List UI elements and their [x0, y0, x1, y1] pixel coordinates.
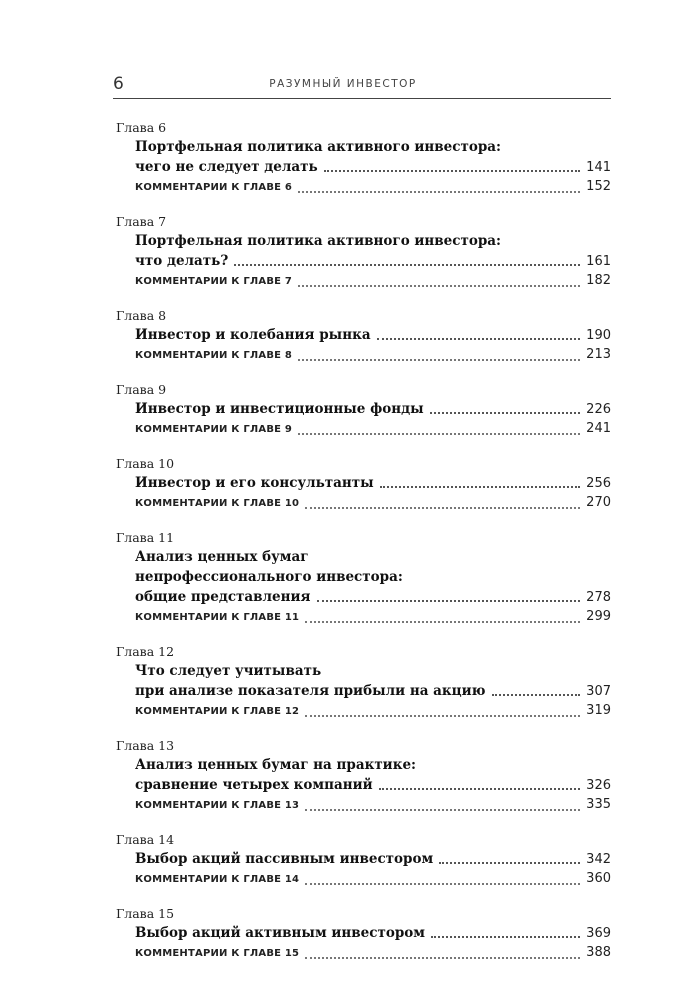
toc-comment-entry[interactable]: [135, 609, 611, 627]
chapter-label: Глава 11: [116, 530, 175, 545]
chapter-label: Глава 10: [116, 456, 175, 471]
comment-title-text: КОММЕНТАРИИ К ГЛАВЕ 8: [135, 350, 293, 361]
chapter-title-text: общие представления: [135, 589, 311, 605]
dot-leader: [380, 486, 580, 488]
toc-title-entry[interactable]: [135, 473, 611, 493]
chapter-entries: [116, 923, 611, 963]
chapter-page-number: 226: [586, 402, 611, 417]
chapter-page-number: 342: [586, 852, 611, 867]
toc-comment-entry[interactable]: [135, 495, 611, 513]
toc-title-entry[interactable]: [135, 251, 611, 271]
comment-page-number: 388: [586, 945, 611, 960]
chapter-page-number: 161: [586, 254, 611, 269]
toc-comment-entry[interactable]: [135, 797, 611, 815]
chapter-label: Глава 12: [116, 644, 175, 659]
toc-title-entry[interactable]: [135, 399, 611, 419]
toc-chapter: [116, 736, 611, 815]
toc-title-entry[interactable]: [135, 923, 611, 943]
chapter-entries: [116, 325, 611, 365]
comment-page-number: 299: [586, 609, 611, 624]
dot-leader: [439, 862, 580, 864]
header-rule: [113, 98, 611, 99]
toc-title-entry[interactable]: [135, 849, 611, 869]
chapter-page-number: 256: [586, 476, 611, 491]
dot-leader: [377, 338, 581, 340]
chapter-page-number: 190: [586, 328, 611, 343]
dot-leader: [492, 694, 581, 696]
chapter-page-number: 369: [586, 926, 611, 941]
chapter-title-line: Анализ ценных бумаг на практике:: [135, 757, 417, 773]
dot-leader: [298, 359, 580, 361]
chapter-label: Глава 7: [116, 214, 167, 229]
chapter-entries: [116, 755, 611, 815]
chapter-page-number: 307: [586, 684, 611, 699]
chapter-entries: [116, 231, 611, 291]
toc-comment-entry[interactable]: [135, 273, 611, 291]
chapter-entries: [116, 137, 611, 197]
toc-chapter: [116, 642, 611, 721]
dot-leader: [431, 936, 580, 938]
dot-leader: [298, 191, 580, 193]
chapter-title-text: Инвестор и инвестиционные фонды: [135, 401, 424, 417]
comment-title-text: КОММЕНТАРИИ К ГЛАВЕ 11: [135, 612, 300, 623]
table-of-contents: [116, 118, 611, 978]
toc-title-entry[interactable]: [135, 587, 611, 607]
comment-title-text: КОММЕНТАРИИ К ГЛАВЕ 12: [135, 706, 300, 717]
toc-comment-entry[interactable]: [135, 179, 611, 197]
comment-title-text: КОММЕНТАРИИ К ГЛАВЕ 9: [135, 424, 293, 435]
toc-title-entry[interactable]: [135, 775, 611, 795]
chapter-title-line: Что следует учитывать: [135, 663, 322, 679]
toc-title-entry[interactable]: [135, 325, 611, 345]
toc-comment-entry[interactable]: [135, 703, 611, 721]
toc-chapter: [116, 830, 611, 889]
toc-chapter: [116, 454, 611, 513]
chapter-entries: [116, 849, 611, 889]
chapter-title-line: Портфельная политика активного инвестора:: [135, 233, 502, 249]
toc-chapter: [116, 380, 611, 439]
toc-chapter: [116, 118, 611, 197]
page-number: 6: [113, 74, 124, 94]
chapter-page-number: 278: [586, 590, 611, 605]
chapter-title-text: сравнение четырех компаний: [135, 777, 373, 793]
chapter-label: Глава 6: [116, 120, 167, 135]
chapter-label: Глава 9: [116, 382, 167, 397]
chapter-entries: [116, 473, 611, 513]
comment-page-number: 319: [586, 703, 611, 718]
comment-page-number: 213: [586, 347, 611, 362]
comment-title-text: КОММЕНТАРИИ К ГЛАВЕ 6: [135, 182, 293, 193]
chapter-label: Глава 14: [116, 832, 175, 847]
dot-leader: [324, 170, 581, 172]
chapter-page-number: 326: [586, 778, 611, 793]
toc-comment-entry[interactable]: [135, 871, 611, 889]
comment-page-number: 152: [586, 179, 611, 194]
toc-title-entry[interactable]: [135, 157, 611, 177]
dot-leader: [298, 285, 580, 287]
comment-title-text: КОММЕНТАРИИ К ГЛАВЕ 7: [135, 276, 293, 287]
chapter-title-text: Инвестор и его консультанты: [135, 475, 374, 491]
chapter-label: Глава 15: [116, 906, 175, 921]
dot-leader: [305, 809, 580, 811]
comment-page-number: 241: [586, 421, 611, 436]
dot-leader: [430, 412, 580, 414]
chapter-label: Глава 13: [116, 738, 175, 753]
comment-page-number: 182: [586, 273, 611, 288]
chapter-title-line: непрофессионального инвестора:: [135, 569, 403, 585]
toc-comment-entry[interactable]: [135, 347, 611, 365]
running-header: РАЗУМНЫЙ ИНВЕСТОР: [269, 78, 417, 90]
toc-title-entry[interactable]: [135, 681, 611, 701]
dot-leader: [298, 433, 580, 435]
toc-chapter: [116, 528, 611, 627]
chapter-entries: [116, 399, 611, 439]
chapter-title-text: что делать?: [135, 253, 229, 269]
toc-comment-entry[interactable]: [135, 421, 611, 439]
dot-leader: [379, 788, 581, 790]
dot-leader: [305, 507, 580, 509]
dot-leader: [317, 600, 581, 602]
dot-leader: [305, 715, 580, 717]
comment-page-number: 360: [586, 871, 611, 886]
comment-page-number: 335: [586, 797, 611, 812]
comment-title-text: КОММЕНТАРИИ К ГЛАВЕ 13: [135, 800, 300, 811]
dot-leader: [305, 621, 580, 623]
chapter-page-number: 141: [586, 160, 611, 175]
dot-leader: [234, 264, 580, 266]
comment-page-number: 270: [586, 495, 611, 510]
comment-title-text: КОММЕНТАРИИ К ГЛАВЕ 14: [135, 874, 300, 885]
chapter-title-text: Выбор акций пассивным инвестором: [135, 851, 434, 867]
chapter-entries: [116, 661, 611, 721]
toc-chapter: [116, 212, 611, 291]
toc-chapter: [116, 904, 611, 963]
chapter-title-text: при анализе показателя прибыли на акцию: [135, 683, 486, 699]
chapter-title-line: Портфельная политика активного инвестора:: [135, 139, 502, 155]
chapter-title-text: чего не следует делать: [135, 159, 318, 175]
comment-title-text: КОММЕНТАРИИ К ГЛАВЕ 10: [135, 498, 300, 509]
toc-chapter: [116, 306, 611, 365]
dot-leader: [305, 883, 580, 885]
chapter-title-text: Выбор акций активным инвестором: [135, 925, 426, 941]
chapter-title-text: Инвестор и колебания рынка: [135, 327, 371, 343]
chapter-title-line: Анализ ценных бумаг: [135, 549, 309, 565]
dot-leader: [305, 957, 580, 959]
chapter-entries: [116, 547, 611, 627]
comment-title-text: КОММЕНТАРИИ К ГЛАВЕ 15: [135, 948, 300, 959]
toc-comment-entry[interactable]: [135, 945, 611, 963]
chapter-label: Глава 8: [116, 308, 167, 323]
